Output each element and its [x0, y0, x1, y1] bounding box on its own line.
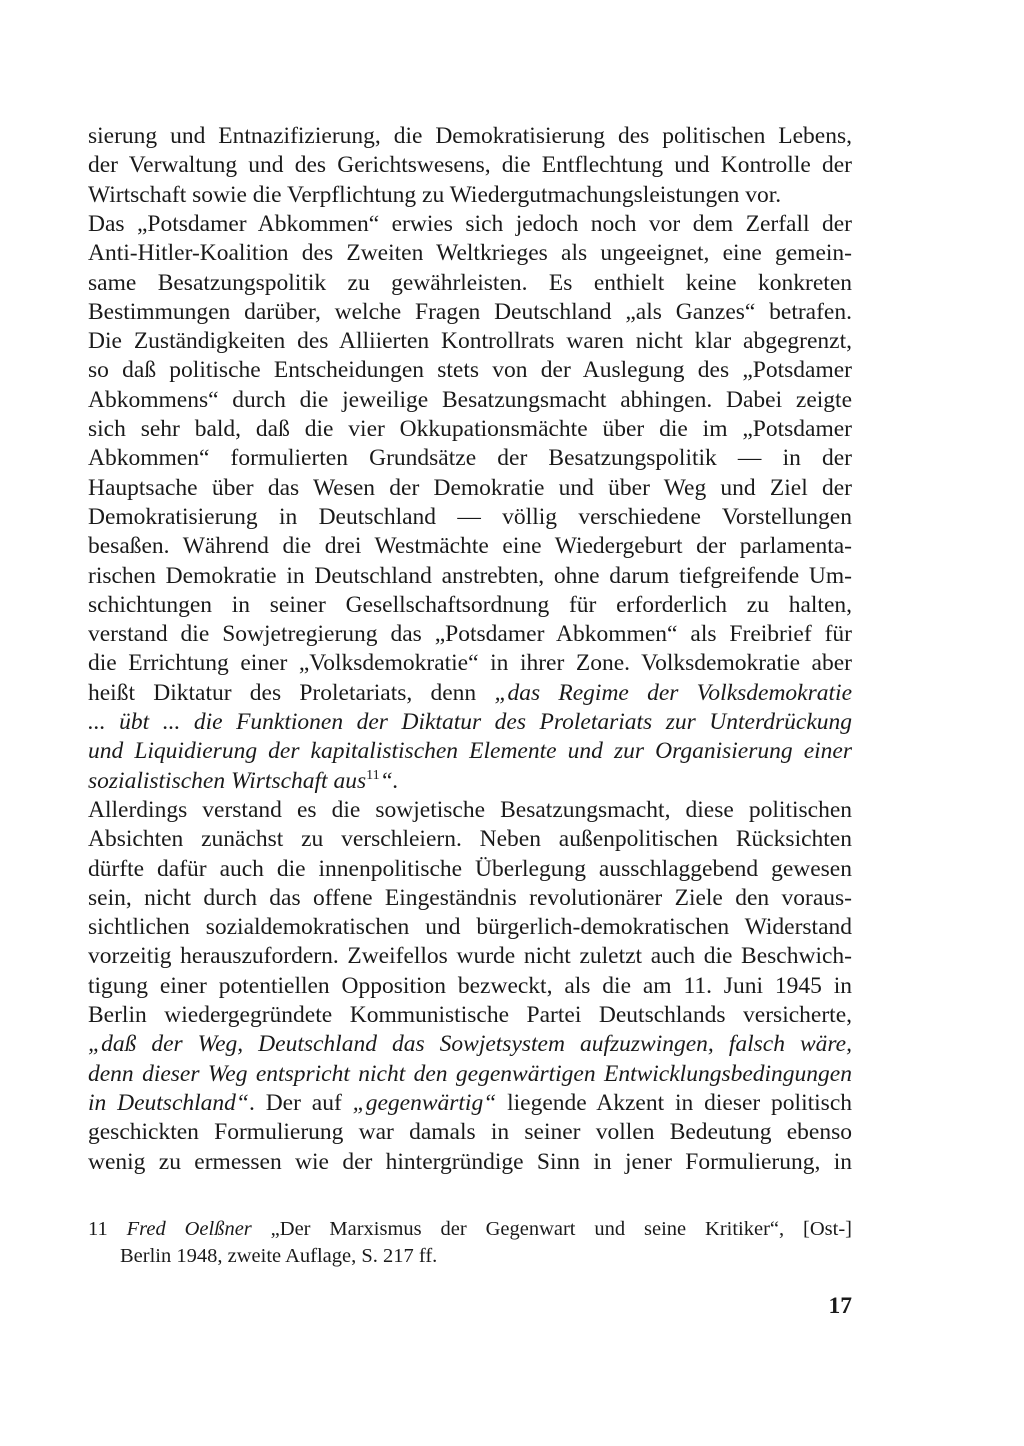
text-line [88, 386, 852, 415]
text-line [88, 1118, 852, 1147]
text-segment: Allerdings verstand es die sowjetische Besatzungsmacht, diese politischen [88, 796, 852, 823]
text-segment: Abkommens“ durch die jeweilige Besatzungsmacht abhingen. Dabei zeigte [88, 386, 852, 413]
text-segment: vorzeitig herauszufordern. Zweifellos wurde nicht zuletzt auch die Beschwich- [88, 943, 852, 970]
text-segment: Die Zuständigkeiten des Alliierten Kontrollrats waren nicht klar abgegrenzt, [88, 328, 852, 355]
text-line [88, 1148, 852, 1177]
text-line [88, 415, 852, 444]
text-line [88, 737, 852, 766]
italic-text: und Liquidierung der kapitalistischen Elemente und zur Organisierung einer [88, 738, 852, 765]
text-segment: Berlin wiedergegründete Kommunistische Partei Deutschlands versicherte, [88, 1002, 852, 1028]
footnote-ref: 11 [366, 766, 380, 783]
text-line [88, 649, 852, 678]
text-line [88, 1060, 852, 1089]
text-segment: sich sehr bald, daß die vier Okkupationsmächte über die im „Potsdamer [88, 416, 852, 442]
text-segment: tigung einer potentiellen Opposition bezweckt, als die am 11. Juni 1945 in [88, 972, 852, 999]
text-line [88, 884, 852, 913]
text-segment: so daß politische Entscheidungen stets von der Auslegung des „Potsdamer [88, 357, 852, 384]
italic-text: „gegenwärtig“ [352, 1089, 497, 1116]
text-line [88, 532, 852, 561]
text-line [88, 620, 852, 649]
text-line [88, 679, 852, 708]
text-segment: geschickten Formulierung war damals in seiner vollen Bedeutung ebenso [88, 1119, 852, 1146]
text-line [88, 591, 852, 620]
text-line [88, 796, 852, 825]
italic-text: “. [379, 767, 399, 794]
text-segment: Hauptsache über das Wesen der Demokratie und über Weg und Ziel der [88, 474, 852, 501]
text-segment: Wirtschaft sowie die Verpflichtung zu Wiedergutmachungsleistungen vor. [88, 181, 782, 208]
text-segment: besaßen. Während die drei Westmächte eine Wiedergeburt der parlamenta- [88, 533, 852, 560]
text-segment: Absichten zunächst zu verschleiern. Neben außenpolitischen Rücksichten [88, 826, 852, 853]
text-line [88, 210, 852, 239]
italic-text: denn dieser Weg entspricht nicht den gegenwärtigen Entwicklungsbedingungen [88, 1060, 852, 1087]
text-line [88, 474, 852, 503]
text-segment: . Der auf [248, 1089, 353, 1116]
text-line [88, 503, 852, 532]
text-line [88, 708, 852, 737]
footnote-line [120, 1243, 852, 1270]
text-line [88, 855, 852, 884]
text-segment: sierung und Entnazifizierung, die Demokratisierung des politischen Lebens, [88, 123, 852, 149]
italic-text: ... übt ... die Funktionen der Diktatur des Proletariats zur Unterdrückung [88, 709, 852, 735]
text-segment: liegende Akzent in dieser politisch [496, 1089, 853, 1116]
text-line [88, 444, 852, 473]
text-segment: die Errichtung einer „Volksdemokratie“ in ihrer Zone. Volksdemokratie aber [88, 650, 852, 677]
text-line [88, 1089, 852, 1118]
italic-text: „das Regime der Volksdemokratie [494, 679, 852, 706]
text-segment: 11 [88, 1218, 127, 1240]
text-line [88, 913, 852, 942]
text-segment: sein, nicht durch das offene Eingeständnis revolutionärer Ziele den voraus- [88, 884, 852, 911]
italic-text: Fred Oelßner [126, 1218, 252, 1240]
text-segment: Bestimmungen darüber, welche Fragen Deutschland „als Ganzes“ betrafen. [88, 298, 852, 325]
text-line [88, 562, 852, 591]
text-line [88, 181, 852, 210]
text-segment: wenig zu ermessen wie der hintergründige Sinn in jener Formulierung, in [88, 1148, 852, 1175]
text-line [88, 327, 852, 356]
italic-text: „daß der Weg, Deutschland das Sowjetsystem aufzuzwingen, falsch wäre, [88, 1031, 852, 1058]
text-segment: rischen Demokratie in Deutschland anstrebten, ohne darum tiefgreifende Um- [88, 562, 852, 589]
text-segment: schichtungen in seiner Gesellschaftsordnung für erforderlich zu halten, [88, 591, 852, 618]
text-segment: Abkommen“ formulierten Grundsätze der Besatzungspolitik — in der [88, 445, 852, 472]
text-line [88, 239, 852, 268]
text-segment: verstand die Sowjetregierung das „Potsdamer Abkommen“ als Freibrief für [88, 621, 852, 648]
page-number: 17 [828, 1293, 852, 1319]
text-segment: Berlin 1948, zweite Auflage, S. 217 ff. [120, 1245, 438, 1267]
text-line [88, 356, 852, 385]
text-line [88, 1001, 852, 1030]
text-segment: Anti-Hitler-Koalition des Zweiten Weltkrieges als ungeeignet, eine gemein- [88, 240, 852, 267]
text-line [88, 151, 852, 180]
text-line [88, 767, 852, 796]
italic-text: in Deutschland“ [88, 1089, 249, 1116]
text-segment: „Der Marxismus der Gegenwart und seine Kritiker“, [Ost-] [251, 1218, 852, 1240]
text-line [88, 825, 852, 854]
text-line [88, 942, 852, 971]
text-segment: Demokratisierung in Deutschland — völlig verschiedene Vorstellungen [88, 503, 852, 530]
text-line [88, 298, 852, 327]
text-line [88, 122, 852, 151]
text-line [88, 1030, 852, 1059]
text-segment: dürfte dafür auch die innenpolitische Überlegung ausschlaggebend gewesen [88, 855, 852, 882]
text-line [88, 269, 852, 298]
text-segment: heißt Diktatur des Proletariats, denn [88, 679, 495, 706]
text-segment: Das „Potsdamer Abkommen“ erwies sich jedoch noch vor dem Zerfall der [88, 210, 852, 237]
italic-text: sozialistischen Wirtschaft aus [88, 767, 367, 794]
text-segment: der Verwaltung und des Gerichtswesens, die Entflechtung und Kontrolle der [88, 152, 852, 179]
text-segment: sichtlichen sozialdemokratischen und bürgerlich-demokratischen Widerstand [88, 914, 852, 941]
text-segment: same Besatzungspolitik zu gewährleisten. Es enthielt keine konkreten [88, 269, 852, 296]
footnote-line [88, 1216, 852, 1243]
text-line [88, 972, 852, 1001]
